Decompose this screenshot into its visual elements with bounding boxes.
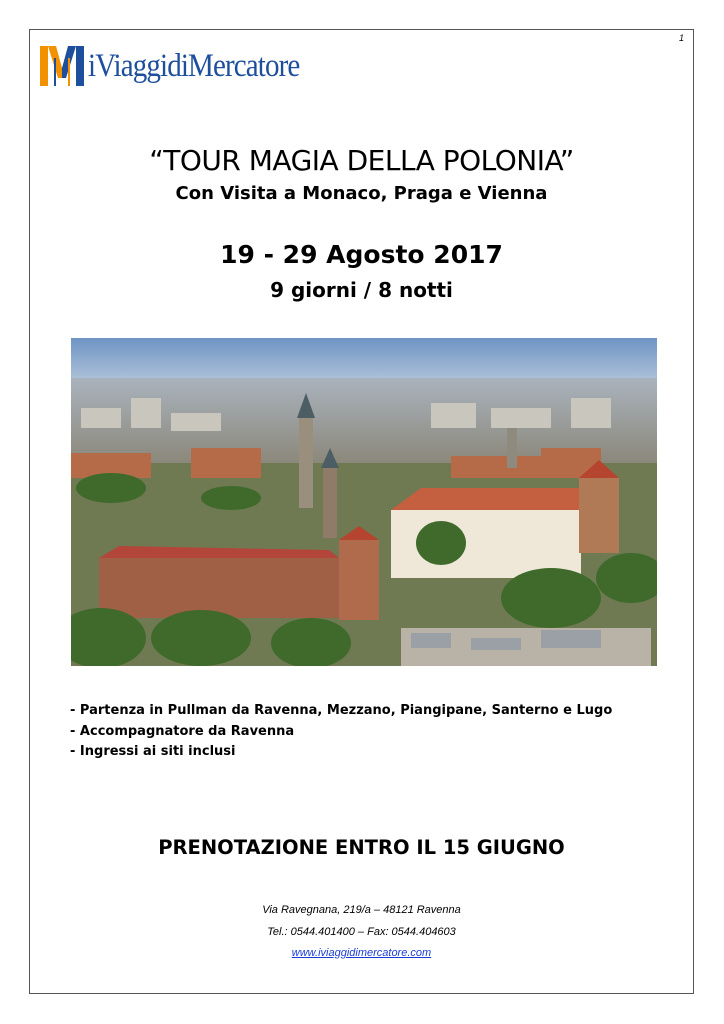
feature-departure: - Partenza in Pullman da Ravenna, Mezzano, Piangipane, Santerno e Lugo [70, 703, 613, 718]
tour-duration: 9 giorni / 8 notti [270, 278, 453, 302]
website-link[interactable]: www.iviaggidimercatore.com [291, 947, 432, 959]
tour-features-list [70, 701, 612, 763]
tour-subtitle: Con Visita a Monaco, Praga e Vienna [175, 183, 548, 204]
tour-title: “TOUR MAGIA DELLA POLONIA” [149, 144, 574, 177]
page-number: 1 [678, 33, 684, 43]
feature-entrance: - Ingressi ai siti inclusi [70, 744, 236, 759]
contact-phone: Tel.: 0544.401400 – Fax: 0544.404603 [267, 926, 456, 938]
feature-escort: - Accompagnatore da Ravenna [70, 723, 295, 739]
booking-deadline: PRENOTAZIONE ENTRO IL 15 GIUGNO [158, 836, 565, 859]
logo-text: iViaggidiMercatore [88, 47, 300, 84]
logo-m-icon [40, 44, 84, 88]
krakow-photo [71, 338, 657, 666]
tour-dates: 19 - 29 Agosto 2017 [220, 240, 503, 269]
contact-address: Via Ravegnana, 219/a – 48121 Ravenna [262, 904, 461, 916]
company-logo [40, 40, 328, 92]
